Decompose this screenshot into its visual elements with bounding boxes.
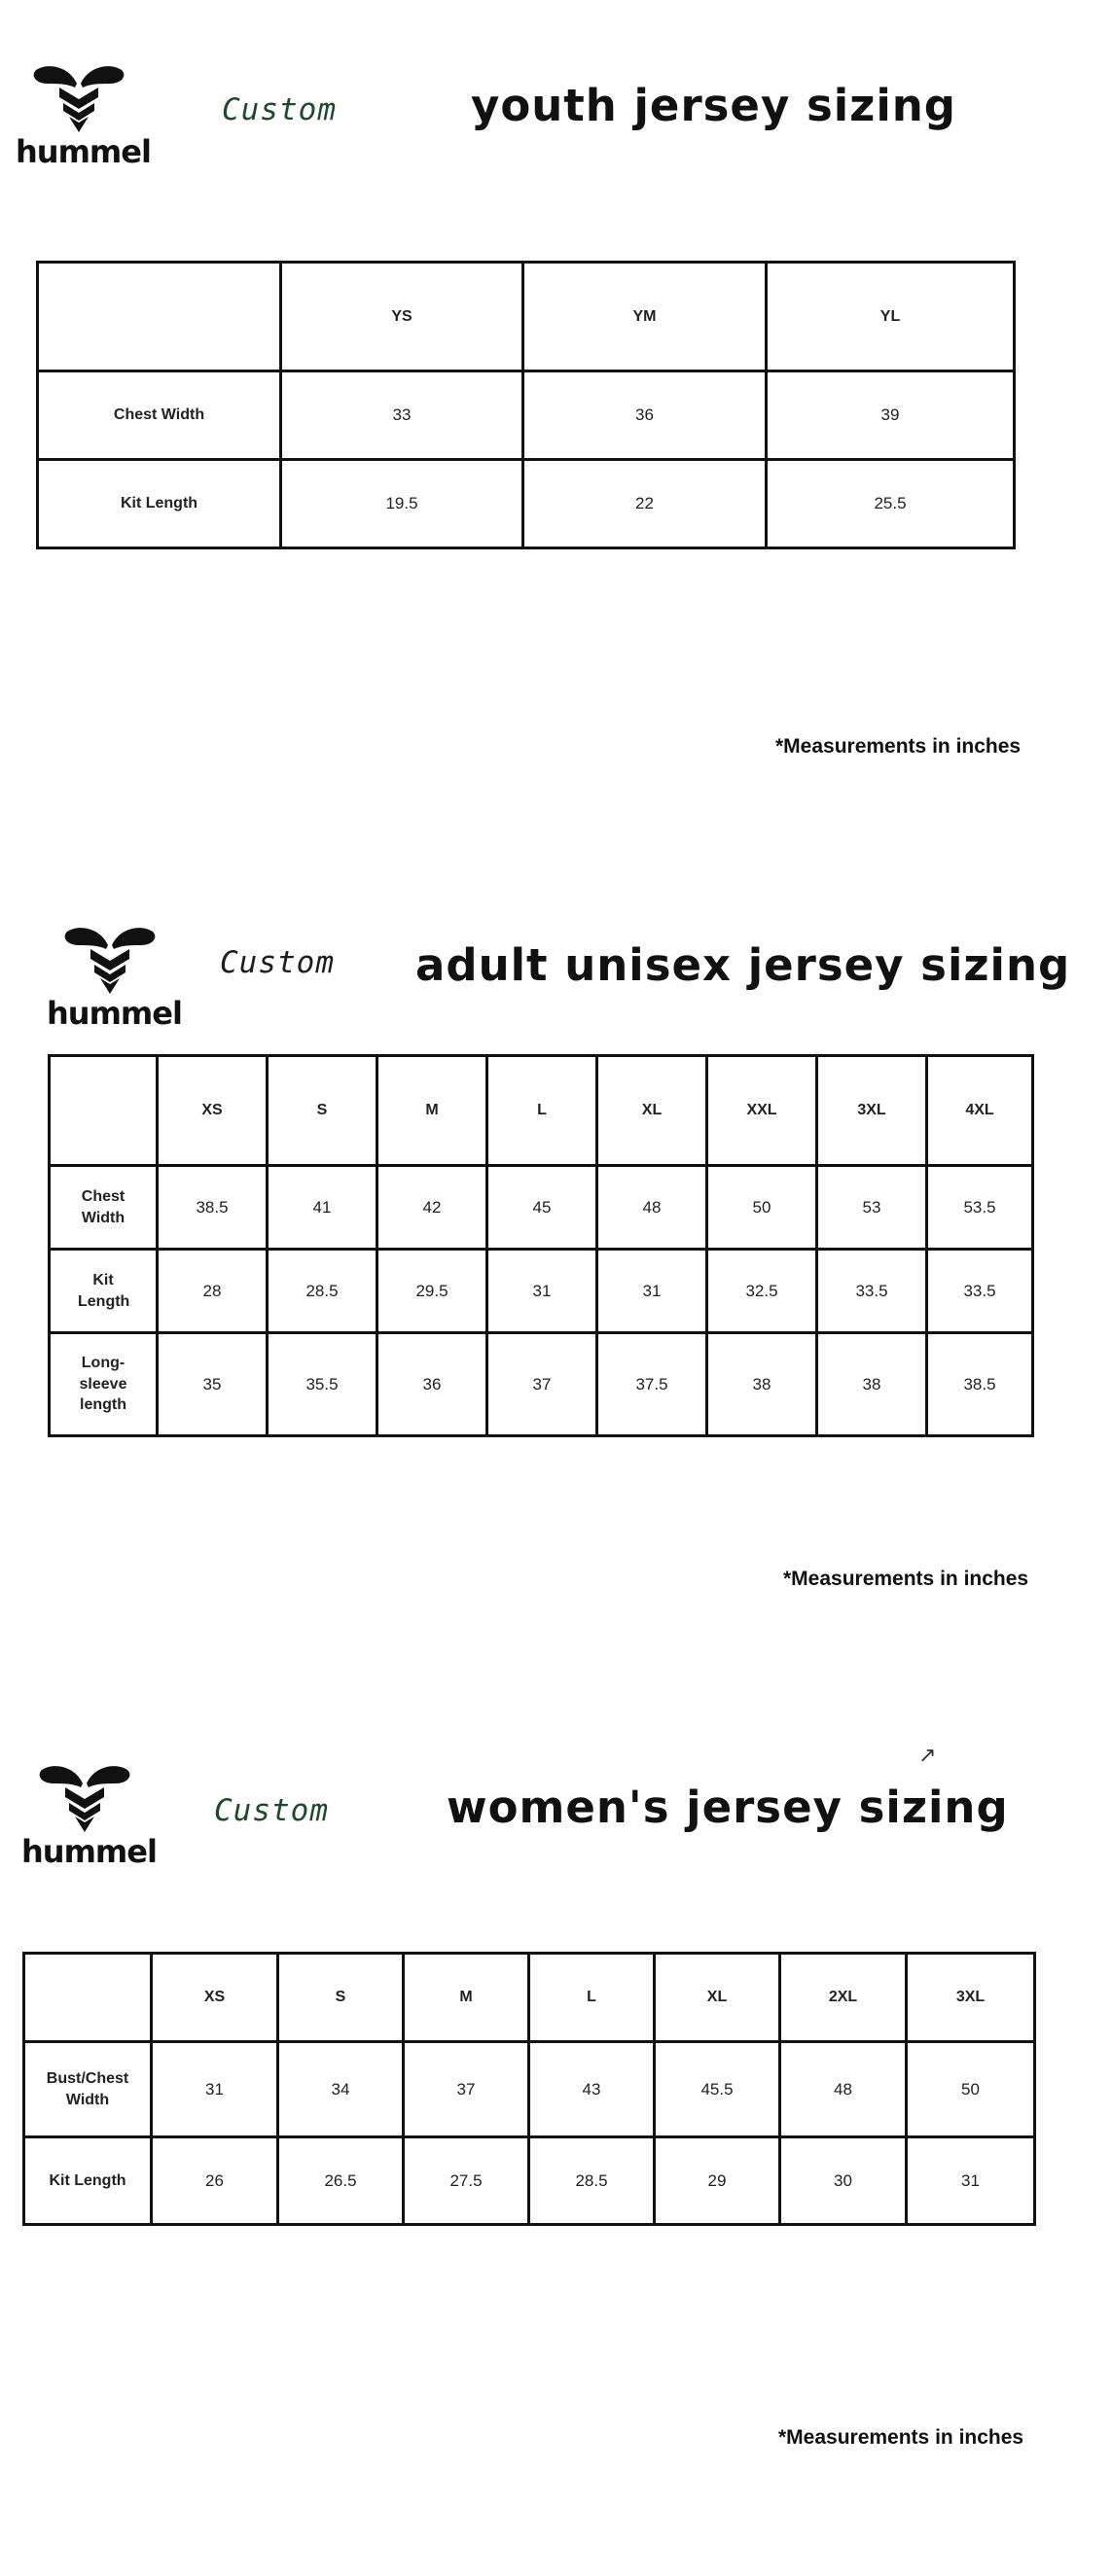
custom-label: Custom [214, 1793, 329, 1828]
measurement-note: *Measurements in inches [783, 1568, 1029, 1590]
measurement-note: *Measurements in inches [778, 2426, 1024, 2449]
table-row [38, 460, 1015, 548]
measurement-cell: 30 [780, 2137, 907, 2225]
measurement-cell: 29 [655, 2137, 780, 2225]
table-row [24, 2137, 1035, 2225]
measurement-cell: 33.5 [927, 1250, 1033, 1333]
size-header: XS [158, 1056, 268, 1166]
section-title: adult unisex jersey sizing [415, 939, 1071, 991]
measurement-cell: 32.5 [707, 1250, 817, 1333]
custom-label: Custom [222, 92, 337, 127]
size-header: YL [767, 263, 1015, 371]
womens-size-table [22, 1952, 1036, 2226]
size-header: S [278, 1954, 404, 2042]
measurement-cell: 31 [152, 2042, 278, 2137]
measurement-cell: 48 [597, 1166, 707, 1250]
measurement-cell: 29.5 [377, 1250, 487, 1333]
empty-header-cell [38, 263, 281, 371]
measurement-cell: 38.5 [158, 1166, 268, 1250]
measurement-cell: 45.5 [655, 2042, 780, 2137]
hummel-bee-logo-icon [61, 920, 159, 996]
measurement-cell: 22 [523, 460, 767, 548]
measurement-cell: 28 [158, 1250, 268, 1333]
measurement-cell: 26.5 [278, 2137, 404, 2225]
size-header: XXL [707, 1056, 817, 1166]
measurement-cell: 37 [487, 1333, 597, 1436]
adult-size-table [48, 1054, 1034, 1437]
measurement-note: *Measurements in inches [775, 735, 1022, 758]
measurement-cell: 33 [281, 371, 523, 460]
empty-header-cell [50, 1056, 158, 1166]
measurement-cell: 38 [707, 1333, 817, 1436]
size-header: 3XL [817, 1056, 927, 1166]
measurement-cell: 39 [767, 371, 1015, 460]
measurement-cell: 53 [817, 1166, 927, 1250]
size-header: L [529, 1954, 655, 2042]
section-title: youth jersey sizing [471, 80, 957, 131]
size-header: M [404, 1954, 529, 2042]
size-header: XL [655, 1954, 780, 2042]
hummel-logo [47, 920, 182, 1032]
size-header: YM [523, 263, 767, 371]
measurement-cell: 50 [707, 1166, 817, 1250]
size-header: 3XL [907, 1954, 1035, 2042]
measurement-cell: 36 [377, 1333, 487, 1436]
size-header: XL [597, 1056, 707, 1166]
row-label: Chest Width [38, 371, 281, 460]
table-row [50, 1333, 1033, 1436]
size-header: S [268, 1056, 377, 1166]
measurement-cell: 38 [817, 1333, 927, 1436]
pen-mark: ↗ [918, 1743, 937, 1767]
measurement-cell: 28.5 [529, 2137, 655, 2225]
size-header: XS [152, 1954, 278, 2042]
logo-wordmark: hummel [16, 133, 151, 170]
size-header: 4XL [927, 1056, 1033, 1166]
measurement-cell: 45 [487, 1166, 597, 1250]
measurement-cell: 27.5 [404, 2137, 529, 2225]
measurement-cell: 31 [907, 2137, 1035, 2225]
hummel-bee-logo-icon [30, 58, 127, 134]
table-header-row [38, 263, 1015, 371]
measurement-cell: 19.5 [281, 460, 523, 548]
custom-label: Custom [220, 945, 335, 980]
measurement-cell: 25.5 [767, 460, 1015, 548]
row-label: Long-sleeve length [50, 1333, 158, 1436]
row-label: Kit Length [24, 2137, 152, 2225]
section-title: women's jersey sizing [447, 1782, 1009, 1833]
measurement-cell: 31 [597, 1250, 707, 1333]
measurement-cell: 26 [152, 2137, 278, 2225]
logo-wordmark: hummel [47, 995, 182, 1032]
hummel-bee-logo-icon [36, 1758, 133, 1834]
table-header-row [50, 1056, 1033, 1166]
measurement-cell: 38.5 [927, 1333, 1033, 1436]
measurement-cell: 36 [523, 371, 767, 460]
row-label: Kit Length [38, 460, 281, 548]
empty-header-cell [24, 1954, 152, 2042]
table-row [50, 1166, 1033, 1250]
logo-wordmark: hummel [21, 1833, 157, 1870]
youth-section [0, 0, 1112, 875]
measurement-cell: 28.5 [268, 1250, 377, 1333]
size-header: L [487, 1056, 597, 1166]
hummel-logo [16, 58, 151, 170]
table-row [24, 2042, 1035, 2137]
measurement-cell: 37 [404, 2042, 529, 2137]
table-row [38, 371, 1015, 460]
measurement-cell: 37.5 [597, 1333, 707, 1436]
measurement-cell: 42 [377, 1166, 487, 1250]
table-row [50, 1250, 1033, 1333]
measurement-cell: 41 [268, 1166, 377, 1250]
measurement-cell: 33.5 [817, 1250, 927, 1333]
womens-section [0, 1702, 1112, 2576]
measurement-cell: 35.5 [268, 1333, 377, 1436]
measurement-cell: 43 [529, 2042, 655, 2137]
size-header: YS [281, 263, 523, 371]
hummel-logo [21, 1758, 157, 1870]
adult-section [0, 875, 1112, 1702]
measurement-cell: 35 [158, 1333, 268, 1436]
measurement-cell: 31 [487, 1250, 597, 1333]
measurement-cell: 50 [907, 2042, 1035, 2137]
size-header: 2XL [780, 1954, 907, 2042]
table-header-row [24, 1954, 1035, 2042]
size-header: M [377, 1056, 487, 1166]
row-label: Bust/Chest Width [24, 2042, 152, 2137]
row-label: Chest Width [50, 1166, 158, 1250]
measurement-cell: 48 [780, 2042, 907, 2137]
youth-size-table [36, 261, 1016, 549]
measurement-cell: 53.5 [927, 1166, 1033, 1250]
row-label: Kit Length [50, 1250, 158, 1333]
measurement-cell: 34 [278, 2042, 404, 2137]
